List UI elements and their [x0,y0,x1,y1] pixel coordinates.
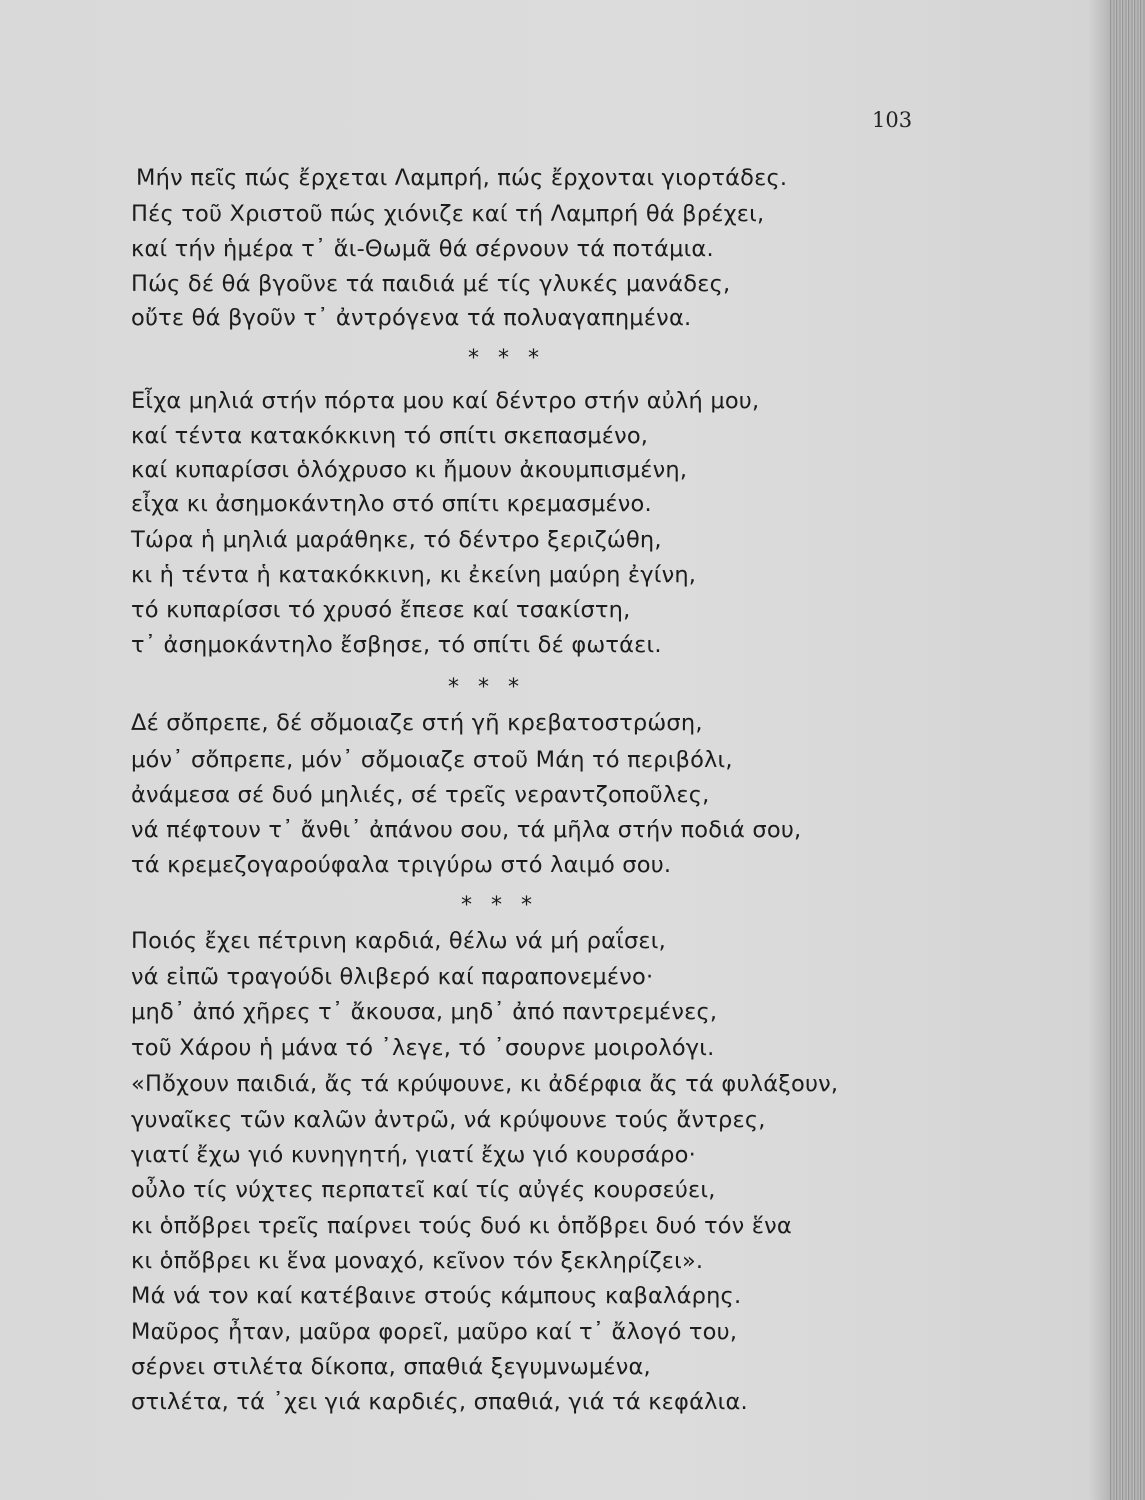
poem-line: καί τήν ἡμέρα τ᾽ ἅι-Θωμᾶ θά σέρνουν τά ποτάμια. [131,236,714,262]
poem-line: οὖλο τίς νύχτες περπατεῖ καί τίς αὐγές κουρσεύει, [131,1177,716,1203]
poem-line: μόν᾽ σὄπρεπε, μόν᾽ σὄμοιαζε στοῦ Μάη τό περιβόλι, [131,747,733,773]
poem-line: στιλέτα, τά ᾽χει γιά καρδιές, σπαθιά, γιά τά κεφάλια. [131,1389,748,1415]
poem-line: τό κυπαρίσσι τό χρυσό ἔπεσε καί τσακίστη, [131,597,631,623]
page-gutter-shadow [1088,0,1110,1500]
poem-line: εἶχα κι ἀσημοκάντηλο στό σπίτι κρεμασμένο. [131,491,652,517]
poem-line: Πώς δέ θά βγοῦνε τά παιδιά μέ τίς γλυκές μανάδες, [131,271,731,297]
poem-line: «Πὄχουν παιδιά, ἄς τά κρύψουνε, κι ἀδέρφια ἄς τά φυλάξουν, [131,1071,839,1097]
poem-line: νά εἰπῶ τραγούδι θλιβερό καί παραπονεμένο· [131,964,654,990]
poem-line: κι ὁπὄβρει τρεῖς παίρνει τούς δυό κι ὁπὄβρει δυό τόν ἕνα [131,1213,792,1239]
poem-line: νά πέφτουν τ᾽ ἄνθι᾽ ἀπάνου σου, τά μῆλα στήν ποδιά σου, [131,817,802,843]
stanza-separator: * * * [448,675,525,700]
poem-line: καί κυπαρίσσι ὁλόχρυσο κι ἤμουν ἀκουμπισμένη, [131,457,688,483]
poem-line: γυναῖκες τῶν καλῶν ἀντρῶ, νά κρύψουνε τούς ἄντρες, [131,1107,766,1133]
poem-line: Εἶχα μηλιά στήν πόρτα μου καί δέντρο στήν αὐλή μου, [131,388,760,414]
poem-line: κι ὁπὄβρει κι ἕνα μοναχό, κεῖνον τόν ξεκληρίζει». [131,1248,704,1274]
poem-line: τοῦ Χάρου ἡ μάνα τό ᾽λεγε, τό ᾽σουρνε μοιρολόγι. [131,1035,715,1061]
page-edge [1110,0,1145,1500]
poem-line: Μαῦρος ἦταν, μαῦρα φορεῖ, μαῦρο καί τ᾽ ἄλογό του, [131,1319,738,1345]
poem-line: Μήν πεῖς πώς ἔρχεται Λαμπρή, πώς ἔρχονται γιορτάδες. [136,165,788,191]
poem-line: οὔτε θά βγοῦν τ᾽ ἀντρόγενα τά πολυαγαπημένα. [131,305,692,331]
poem-line: κι ἡ τέντα ἡ κατακόκκινη, κι ἐκείνη μαύρη ἐγίνη, [131,562,697,588]
stanza-separator: * * * [468,346,545,371]
poem-line: Ποιός ἔχει πέτρινη καρδιά, θέλω νά μή ραΐσει, [131,928,666,954]
stanza-separator: * * * [461,893,538,918]
poem-line: ἀνάμεσα σέ δυό μηλιές, σέ τρεῖς νεραντζοποῦλες, [131,782,710,808]
poem-line: τ᾽ ἀσημοκάντηλο ἔσβησε, τό σπίτι δέ φωτάει. [131,632,662,658]
poem-line: καί τέντα κατακόκκινη τό σπίτι σκεπασμένο, [131,423,649,449]
poem-line: Δέ σὄπρεπε, δέ σὄμοιαζε στή γῆ κρεβατοστρώση, [131,710,703,736]
poem-line: Πές τοῦ Χριστοῦ πώς χιόνιζε καί τή Λαμπρή θά βρέχει, [131,201,765,227]
poem-line: τά κρεμεζογαρούφαλα τριγύρω στό λαιμό σου. [131,852,672,878]
poem-line: Μά νά τον καί κατέβαινε στούς κάμπους καβαλάρης. [131,1283,742,1309]
poem-line: γιατί ἔχω γιό κυνηγητή, γιατί ἔχω γιό κουρσάρο· [131,1142,696,1168]
poem-line: μηδ᾽ ἀπό χῆρες τ᾽ ἄκουσα, μηδ᾽ ἀπό παντρεμένες, [131,999,718,1025]
poem-line: Τώρα ἡ μηλιά μαράθηκε, τό δέντρο ξεριζώθη, [131,527,662,553]
page-number: 103 [872,108,913,132]
poem-line: σέρνει στιλέτα δίκοπα, σπαθιά ξεγυμνωμένα, [131,1354,651,1380]
